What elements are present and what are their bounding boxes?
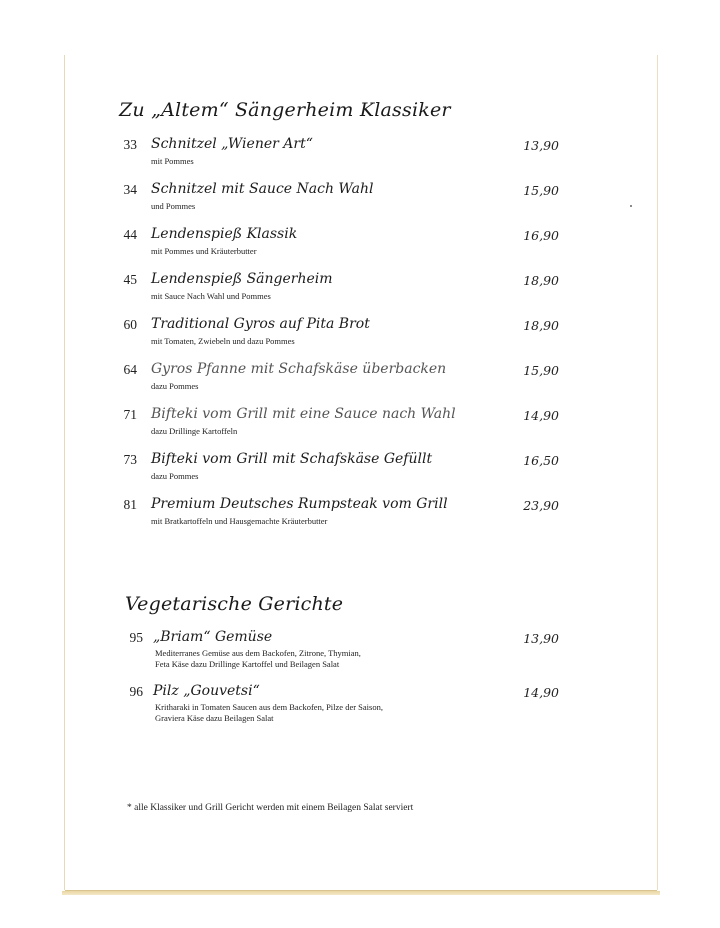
item-name: Pilz „Gouvetsi“ xyxy=(153,683,260,699)
item-price: 15,90 xyxy=(523,363,559,378)
item-price: 16,90 xyxy=(523,228,559,243)
item-number: 60 xyxy=(123,317,137,332)
item-name: Lendenspieß Klassik xyxy=(151,226,298,242)
item-description: Graviera Käse dazu Beilagen Salat xyxy=(155,713,274,723)
item-number: 44 xyxy=(123,227,137,242)
item-description: mit Pommes und Kräuterbutter xyxy=(151,246,257,256)
item-description: mit Bratkartoffeln und Hausgemachte Kräuterbutter xyxy=(151,516,328,526)
item-number: 81 xyxy=(123,497,137,512)
item-name: Premium Deutsches Rumpsteak vom Grill xyxy=(151,496,448,512)
item-description: Feta Käse dazu Drillinge Kartoffel und Beilagen Salat xyxy=(155,659,340,669)
item-price: 18,90 xyxy=(523,318,559,333)
item-price: 14,90 xyxy=(523,685,559,700)
item-price: 15,90 xyxy=(523,183,559,198)
item-name: Schnitzel mit Sauce Nach Wahl xyxy=(151,181,374,197)
item-number: 34 xyxy=(123,182,137,197)
item-name: Bifteki vom Grill mit eine Sauce nach Wahl xyxy=(151,406,456,422)
item-description: dazu Pommes xyxy=(151,471,199,481)
item-price: 18,90 xyxy=(523,273,559,288)
item-name: Gyros Pfanne mit Schafskäse überbacken xyxy=(151,361,447,377)
item-name: Lendenspieß Sängerheim xyxy=(151,271,333,287)
section-title-klassiker: Zu „Altem“ Sängerheim Klassiker xyxy=(119,99,451,121)
item-name: Bifteki vom Grill mit Schafskäse Gefüllt xyxy=(151,451,433,467)
item-description: mit Pommes xyxy=(151,156,194,166)
item-description: mit Sauce Nach Wahl und Pommes xyxy=(151,291,271,301)
scan-speck xyxy=(630,205,632,207)
item-description: dazu Pommes xyxy=(151,381,199,391)
item-description: Kritharaki in Tomaten Saucen aus dem Backofen, Pilze der Saison, xyxy=(155,702,383,712)
item-name: „Briam“ Gemüse xyxy=(153,629,273,645)
item-price: 23,90 xyxy=(523,498,559,513)
item-number: 45 xyxy=(123,272,137,287)
item-number: 96 xyxy=(129,684,143,699)
item-description: Mediterranes Gemüse aus dem Backofen, Zitrone, Thymian, xyxy=(155,648,361,658)
item-description: dazu Drillinge Kartoffeln xyxy=(151,426,238,436)
item-number: 33 xyxy=(123,137,137,152)
item-price: 14,90 xyxy=(523,408,559,423)
item-price: 13,90 xyxy=(523,138,559,153)
item-number: 73 xyxy=(123,452,137,467)
menu-page xyxy=(65,55,657,890)
item-name: Schnitzel „Wiener Art“ xyxy=(151,136,313,152)
item-number: 71 xyxy=(123,407,137,422)
section-title-vegetarisch: Vegetarische Gerichte xyxy=(125,593,344,615)
item-description: und Pommes xyxy=(151,201,196,211)
item-number: 64 xyxy=(123,362,137,377)
item-description: mit Tomaten, Zwiebeln und dazu Pommes xyxy=(151,336,295,346)
footnote: * alle Klassiker und Grill Gericht werden mit einem Beilagen Salat serviert xyxy=(127,803,414,813)
item-price: 13,90 xyxy=(523,631,559,646)
item-price: 16,50 xyxy=(523,453,559,468)
item-name: Traditional Gyros auf Pita Brot xyxy=(151,316,370,332)
item-number: 95 xyxy=(129,630,143,645)
